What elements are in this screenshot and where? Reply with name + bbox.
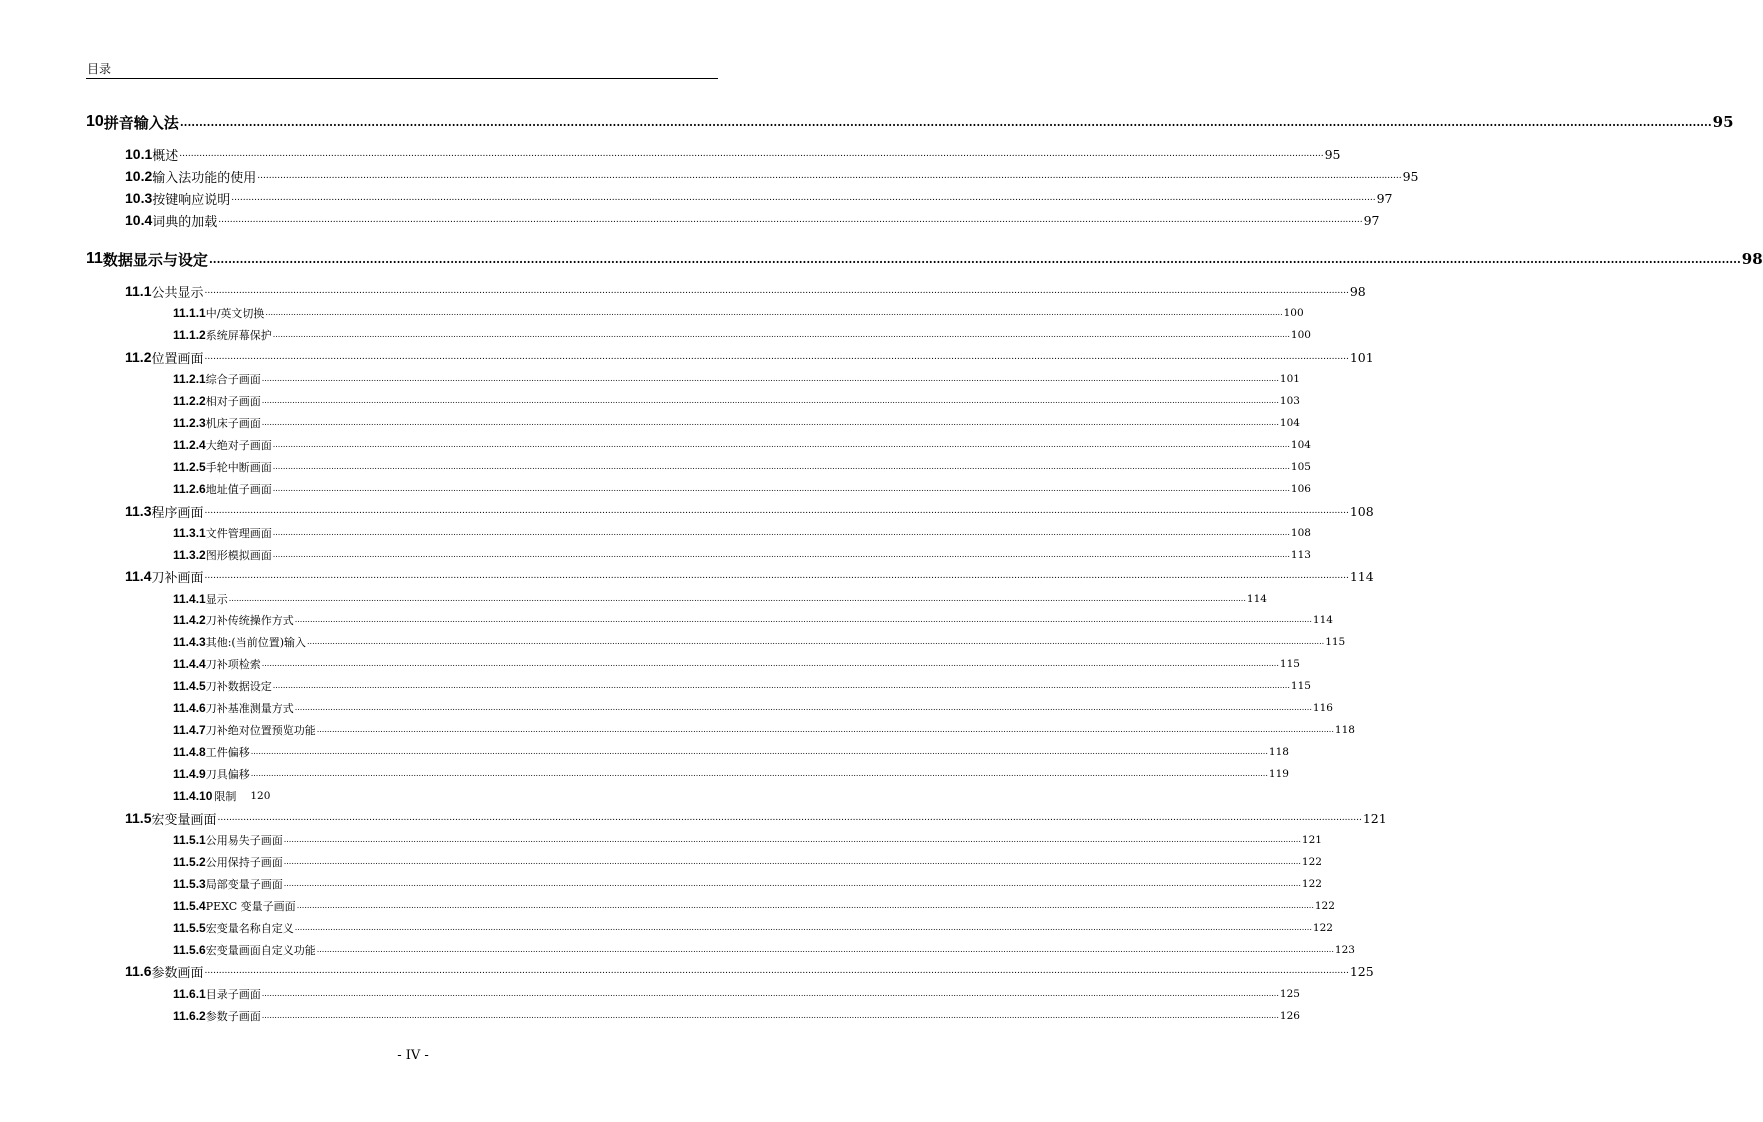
dot-leader: ................................................................................................................................................................................................................................................................................................................................................................................................................ <box>250 769 1268 778</box>
toc-entry-number: 11.4.10 <box>173 789 213 803</box>
toc-entry-number: 11.4 <box>125 568 152 584</box>
toc-entry-page: 118 <box>1334 724 1355 736</box>
toc-entry-level3[interactable] <box>173 611 1333 629</box>
toc-entry-title: 公用易失子画面 <box>205 834 283 847</box>
toc-entry-number: 11.4.8 <box>173 745 206 759</box>
toc-entry-page: 103 <box>1279 395 1300 407</box>
toc-entry-page: 115 <box>1290 680 1311 692</box>
toc-entry-level1[interactable] <box>86 248 1763 270</box>
toc-entry-page: 104 <box>1290 439 1311 451</box>
toc-entry-level3[interactable] <box>173 546 1311 564</box>
toc-entry-title: 按键响应说明 <box>152 192 231 208</box>
dot-leader: ................................................................................................................................................................................................................................................................................................................................................................................................................ <box>265 308 1283 317</box>
dot-leader: ................................................................................................................................................................................................................................................................................................................................................................................................................ <box>294 703 1312 712</box>
toc-entry-level2[interactable] <box>125 808 1387 828</box>
toc-entry-page: 115 <box>1279 658 1300 670</box>
toc-entry-level3[interactable] <box>173 743 1289 761</box>
dot-leader: ................................................................................................................................................................................................................................................................................................................................................................................................................ <box>204 505 1349 516</box>
toc-entry-level3[interactable] <box>173 677 1311 695</box>
toc-entry-level3[interactable] <box>173 480 1311 498</box>
dot-leader: ................................................................................................................................................................................................................................................................................................................................................................................................................ <box>272 462 1290 471</box>
dot-leader: ................................................................................................................................................................................................................................................................................................................................................................................................................ <box>261 396 1279 405</box>
dot-leader: ................................................................................................................................................................................................................................................................................................................................................................................................................ <box>316 945 1334 954</box>
toc-entry-page: 126 <box>1279 1010 1300 1022</box>
toc-entry-page: 105 <box>1290 461 1311 473</box>
toc-entry-page: 101 <box>1349 349 1374 365</box>
toc-entry-title: 综合子画面 <box>205 373 261 386</box>
toc-entry-number: 11.5 <box>125 810 152 826</box>
toc-entry-number: 11.2.2 <box>173 394 206 408</box>
toc-entry-level3[interactable] <box>173 458 1311 476</box>
toc-entry-title: 刀补项检索 <box>205 658 261 671</box>
toc-entry-level3[interactable] <box>173 919 1333 937</box>
toc-entry-title: 图形模拟画面 <box>205 549 272 562</box>
toc-entry-number: 11.4.4 <box>173 657 206 671</box>
toc-entry-level2[interactable] <box>125 166 1419 186</box>
dot-leader: ................................................................................................................................................................................................................................................................................................................................................................................................................ <box>283 857 1301 866</box>
toc-entry-level3[interactable] <box>173 524 1311 542</box>
toc-entry-number: 11.4.2 <box>173 613 206 627</box>
toc-entry-number: 11.1.2 <box>173 328 206 342</box>
toc-entry-page: 125 <box>1349 963 1374 979</box>
dot-leader: ................................................................................................................................................................................................................................................................................................................................................................................................................ <box>261 418 1279 427</box>
toc-entry-title: 局部变量子画面 <box>205 878 283 891</box>
toc-entry-page: 118 <box>1268 746 1289 758</box>
dot-leader: ................................................................................................................................................................................................................................................................................................................................................................................................................ <box>204 351 1349 362</box>
toc-entry-level3[interactable] <box>173 590 1267 608</box>
dot-leader: ................................................................................................................................................................................................................................................................................................................................................................................................................ <box>231 192 1376 203</box>
toc-entry-title: 程序画面 <box>151 505 204 521</box>
toc-entry-page: 119 <box>1268 768 1289 780</box>
toc-entry-level3[interactable] <box>173 436 1311 454</box>
toc-entry-title: 拼音输入法 <box>103 113 179 132</box>
dot-leader: ................................................................................................................................................................................................................................................................................................................................................................................................................ <box>296 901 1314 910</box>
toc-entry-page: 95 <box>1712 113 1734 131</box>
toc-entry-title: 刀补绝对位置预览功能 <box>205 724 316 737</box>
toc-entry-number: 11.5.5 <box>173 921 206 935</box>
toc-entry-number: 11.4.3 <box>173 635 206 649</box>
toc-entry-level2[interactable] <box>125 566 1374 586</box>
toc-entry-level3[interactable] <box>173 304 1304 322</box>
toc-entry-page: 114 <box>1246 593 1267 605</box>
toc-entry-number: 11 <box>86 250 103 267</box>
toc-entry-title: 限制 <box>214 790 237 803</box>
toc-entry-number: 11.5.6 <box>173 943 206 957</box>
toc-entry-page: 123 <box>1334 944 1355 956</box>
toc-entry-page: 101 <box>1279 373 1300 385</box>
toc-entry-number: 11.4.5 <box>173 679 206 693</box>
toc-entry-page: 106 <box>1290 483 1311 495</box>
toc-entry-number: 10 <box>86 113 104 130</box>
dot-leader: ................................................................................................................................................................................................................................................................................................................................................................................................................ <box>272 681 1290 690</box>
toc-entry-level3[interactable] <box>173 897 1335 915</box>
toc-entry-number: 11.5.1 <box>173 833 206 847</box>
toc-entry-title: 手轮中断画面 <box>205 461 272 474</box>
toc-entry-title: 地址值子画面 <box>205 483 272 496</box>
toc-entry-page: 108 <box>1349 503 1374 519</box>
page-number-footer: - IV - <box>397 1048 429 1063</box>
toc-entry-level3[interactable] <box>173 875 1322 893</box>
toc-entry-title: 其他:(当前位置)输入 <box>205 636 306 649</box>
toc-entry-number: 11.4.7 <box>173 723 206 737</box>
toc-entry-page: 104 <box>1279 417 1300 429</box>
toc-entry-title: 目录子画面 <box>205 988 261 1001</box>
toc-entry-title: 中/英文切换 <box>205 307 265 320</box>
dot-leader: ................................................................................................................................................................................................................................................................................................................................................................................................................ <box>272 550 1290 559</box>
dot-leader: ................................................................................................................................................................................................................................................................................................................................................................................................................ <box>257 170 1402 181</box>
toc-entry-number: 11.6 <box>125 963 152 979</box>
toc-entry-level3[interactable] <box>173 985 1300 1003</box>
dot-leader: ................................................................................................................................................................................................................................................................................................................................................................................................................ <box>179 148 1324 159</box>
toc-entry-level2[interactable] <box>125 144 1341 164</box>
dot-leader: ................................................................................................................................................................................................................................................................................................................................................................................................................ <box>179 115 1712 129</box>
toc-entry-level2[interactable] <box>125 210 1380 230</box>
toc-entry-number: 11.5.2 <box>173 855 206 869</box>
toc-entry-page: 98 <box>1741 250 1763 268</box>
toc-entry-page: 122 <box>1301 856 1322 868</box>
toc-entry-number: 11.3.2 <box>173 548 206 562</box>
toc-entry-number: 11.2.5 <box>173 460 206 474</box>
dot-leader: ................................................................................................................................................................................................................................................................................................................................................................................................................ <box>283 835 1301 844</box>
toc-entry-title: 刀补画面 <box>151 570 204 586</box>
toc-entry-title: 概述 <box>152 148 179 164</box>
toc-entry-page: 121 <box>1362 810 1387 826</box>
toc-entry-level3[interactable] <box>173 326 1311 344</box>
toc-entry-title: 输入法功能的使用 <box>152 170 257 186</box>
toc-entry-level3[interactable] <box>173 787 716 805</box>
toc-entry-title: 刀补数据设定 <box>205 680 272 693</box>
toc-entry-level3[interactable] <box>173 853 1322 871</box>
toc-entry-title: 刀具偏移 <box>205 768 250 781</box>
toc-entry-page: 114 <box>1349 568 1374 584</box>
toc-entry-number: 11.5.4 <box>173 899 206 913</box>
toc-entry-number: 11.3.1 <box>173 526 206 540</box>
toc-entry-level3[interactable] <box>173 655 1300 673</box>
dot-leader: ................................................................................................................................................................................................................................................................................................................................................................................................................ <box>316 725 1334 734</box>
dot-leader: ................................................................................................................................................................................................................................................................................................................................................................................................................ <box>261 374 1279 383</box>
toc-entry-page: 113 <box>1290 549 1311 561</box>
toc-entry-level2[interactable] <box>125 961 1374 981</box>
toc-entry-number: 10.2 <box>125 168 153 184</box>
toc-entry-level3[interactable] <box>173 1007 1300 1025</box>
toc-entry-title: 刀补基准测量方式 <box>205 702 294 715</box>
toc-entry-number: 10.4 <box>125 212 153 228</box>
toc-entry-page: 121 <box>1301 834 1322 846</box>
toc-entry-title: 数据显示与设定 <box>102 250 208 269</box>
toc-entry-level3[interactable] <box>173 633 1346 651</box>
toc-entry-level3[interactable] <box>173 370 1300 388</box>
dot-leader: ................................................................................................................................................................................................................................................................................................................................................................................................................ <box>204 285 1349 296</box>
dot-leader: ................................................................................................................................................................................................................................................................................................................................................................................................................ <box>283 879 1301 888</box>
toc-entry-level3[interactable] <box>173 721 1355 739</box>
toc-entry-title: 显示 <box>205 593 228 606</box>
toc-entry-level2[interactable] <box>125 281 1366 301</box>
toc-entry-page: 98 <box>1349 283 1366 299</box>
dot-leader: ................................................................................................................................................................................................................................................................................................................................................................................................................ <box>208 252 1741 266</box>
toc-entry-title: 机床子画面 <box>205 417 261 430</box>
toc-entry-number: 11.4.6 <box>173 701 206 715</box>
toc-entry-page: 115 <box>1325 636 1346 648</box>
toc-entry-title: 文件管理画面 <box>205 527 272 540</box>
toc-entry-number: 11.6.1 <box>173 987 206 1001</box>
toc-entry-number: 10.1 <box>125 146 153 162</box>
toc-entry-number: 11.1 <box>125 283 152 299</box>
toc-entry-page: 122 <box>1312 922 1333 934</box>
toc-entry-number: 11.4.9 <box>173 767 206 781</box>
toc-entry-title: 刀补传统操作方式 <box>205 614 294 627</box>
toc-entry-level3[interactable] <box>173 831 1322 849</box>
dot-leader: ................................................................................................................................................................................................................................................................................................................................................................................................................ <box>217 812 1362 823</box>
toc-entry-level3[interactable] <box>173 941 1355 959</box>
toc-entry-title: 参数子画面 <box>205 1010 261 1023</box>
toc-entry-page: 95 <box>1324 146 1341 162</box>
toc-entry-page: 108 <box>1290 527 1311 539</box>
toc-entry-level3[interactable] <box>173 699 1333 717</box>
toc-entry-level2[interactable] <box>125 188 1393 208</box>
running-header: 目录 <box>87 62 112 76</box>
dot-leader: ................................................................................................................................................................................................................................................................................................................................................................................................................ <box>204 570 1349 581</box>
toc-entry-number: 11.1.1 <box>173 306 206 320</box>
toc-entry-number: 11.2.4 <box>173 438 206 452</box>
toc-entry-title: 宏变量画面自定义功能 <box>205 944 316 957</box>
toc-entry-number: 11.2.3 <box>173 416 206 430</box>
dot-leader: ................................................................................................................................................................................................................................................................................................................................................................................................................ <box>204 965 1349 976</box>
toc-entry-number: 11.4.1 <box>173 592 206 606</box>
toc-entry-number: 11.2.1 <box>173 372 206 386</box>
toc-entry-number: 11.2.6 <box>173 482 206 496</box>
toc-entry-page: 122 <box>1314 900 1335 912</box>
toc-entry-number: 11.2 <box>125 349 152 365</box>
toc-entry-page: 122 <box>1301 878 1322 890</box>
toc-entry-page: 125 <box>1279 988 1300 1000</box>
dot-leader: ................................................................................................................................................................................................................................................................................................................................................................................................................ <box>261 989 1279 998</box>
toc-entry-title: 宏变量名称自定义 <box>205 922 294 935</box>
dot-leader: ................................................................................................................................................................................................................................................................................................................................................................................................................ <box>218 214 1363 225</box>
toc-entry-number: 11.6.2 <box>173 1009 206 1023</box>
toc-entry-page: 97 <box>1376 190 1393 206</box>
toc-entry-title: 大绝对子画面 <box>205 439 272 452</box>
dot-leader: ................................................................................................................................................................................................................................................................................................................................................................................................................ <box>272 330 1290 339</box>
toc-entry-title: 公共显示 <box>151 285 204 301</box>
dot-leader: ................................................................................................................................................................................................................................................................................................................................................................................................................ <box>261 1011 1279 1020</box>
toc-entry-page: 116 <box>1312 702 1333 714</box>
toc-entry-title: 相对子画面 <box>205 395 261 408</box>
dot-leader: ................................................................................................................................................................................................................................................................................................................................................................................................................ <box>250 747 1268 756</box>
toc-entry-title: 公用保持子画面 <box>205 856 283 869</box>
toc-entry-level3[interactable] <box>173 765 1289 783</box>
toc-entry-number: 11.3 <box>125 503 152 519</box>
dot-leader: ................................................................................................................................................................................................................................................................................................................................................................................................................ <box>307 637 1325 646</box>
toc-entry-title: PEXC 变量子画面 <box>205 900 296 913</box>
dot-leader: ................................................................................................................................................................................................................................................................................................................................................................................................................ <box>294 615 1312 624</box>
dot-leader: ................................................................................................................................................................................................................................................................................................................................................................................................................ <box>272 528 1290 537</box>
toc-entry-page: 120 <box>250 790 271 802</box>
dot-leader: ................................................................................................................................................................................................................................................................................................................................................................................................................ <box>272 484 1290 493</box>
dot-leader: ................................................................................................................................................................................................................................................................................................................................................................................................................ <box>272 440 1290 449</box>
toc-entry-title: 系统屏幕保护 <box>205 329 272 342</box>
toc-entry-level2[interactable] <box>125 347 1374 367</box>
toc-entry-level3[interactable] <box>173 392 1300 410</box>
toc-entry-level1[interactable] <box>86 111 1734 133</box>
toc-entry-number: 10.3 <box>125 190 153 206</box>
toc-entry-page: 114 <box>1312 614 1333 626</box>
dot-leader: ................................................................................................................................................................................................................................................................................................................................................................................................................ <box>261 659 1279 668</box>
toc-entry-page: 95 <box>1402 168 1419 184</box>
dot-leader: ................................................................................................................................................................................................................................................................................................................................................................................................................ <box>228 594 1246 603</box>
toc-entry-title: 词典的加载 <box>152 214 218 230</box>
toc-entry-title: 工件偏移 <box>205 746 250 759</box>
toc-entry-level2[interactable] <box>125 501 1374 521</box>
toc-entry-title: 参数画面 <box>151 965 204 981</box>
toc-entry-title: 位置画面 <box>151 351 204 367</box>
toc-entry-level3[interactable] <box>173 414 1300 432</box>
toc-entry-number: 11.5.3 <box>173 877 206 891</box>
dot-leader: ................................................................................................................................................................................................................................................................................................................................................................................................................ <box>294 923 1312 932</box>
toc-entry-page: 100 <box>1283 307 1304 319</box>
toc-entry-title: 宏变量画面 <box>151 812 217 828</box>
toc-entry-page: 97 <box>1363 212 1380 228</box>
toc-entry-page: 100 <box>1290 329 1311 341</box>
